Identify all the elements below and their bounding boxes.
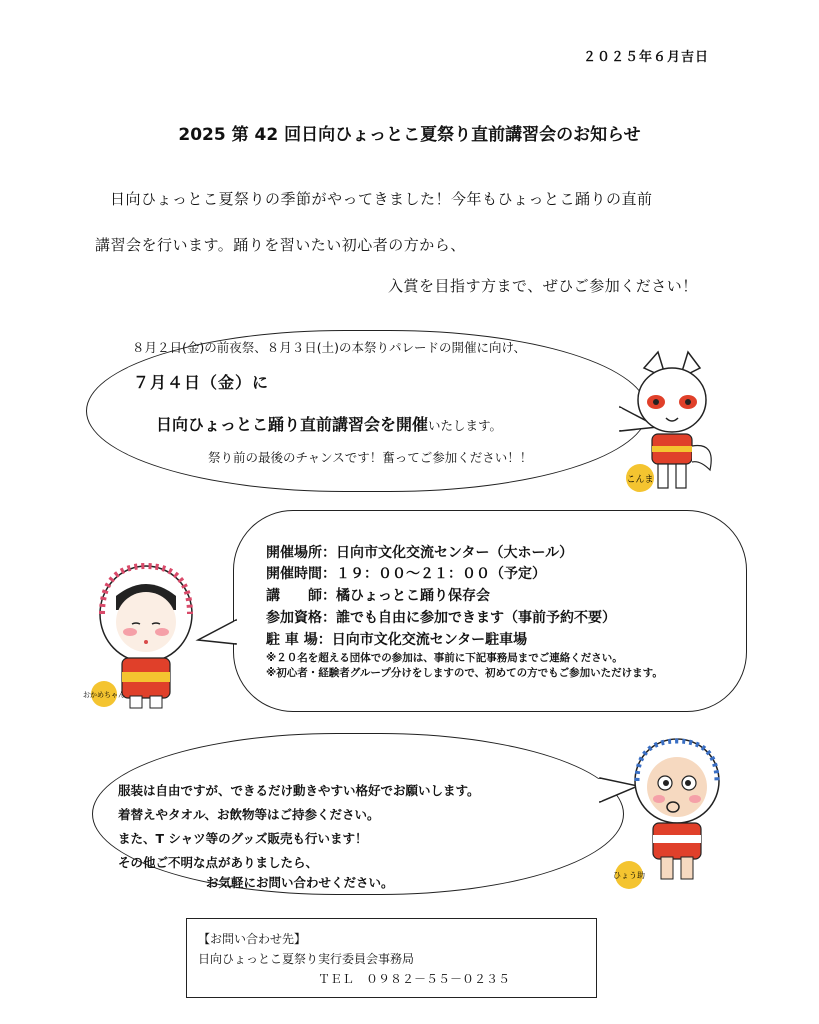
hyottoko-mascot-image — [615, 735, 725, 895]
fox-name-label: こんま — [626, 475, 654, 485]
okame-name-label: おかめちゃん — [83, 691, 125, 699]
venue-line: 開催場所：日向市文化交流センター（大ホール） — [266, 545, 574, 561]
bubble-tail-left — [198, 618, 238, 648]
parking-line: 駐 車 場：日向市文化交流センター駐車場 — [266, 632, 528, 648]
page-title: 2025 第 42 回日向ひょっとこ夏祭り直前講習会のお知らせ — [178, 125, 641, 145]
notes-line-4: その他ご不明な点がありましたら、 — [118, 855, 319, 870]
intro-line-2: 講習会を行います。踊りを習いたい初心者の方から、 — [95, 236, 466, 254]
note-beginners: ※初心者・経験者グループ分けをしますので、初めての方でもご参加いただけます。 — [266, 667, 663, 679]
document-date: ２０２５年６月吉日 — [582, 50, 709, 65]
notes-line-3: また、T シャツ等のグッズ販売も行います！ — [118, 831, 368, 846]
announcement-line-4: 祭り前の最後のチャンスです！奮ってご参加ください！！ — [208, 450, 533, 465]
notes-line-5: お気軽にお問い合わせください。 — [206, 875, 394, 890]
notes-line-2: 着替えやタオル、お飲物等はご持参ください。 — [118, 807, 380, 822]
intro-line-3: 入賞を目指す方まで、ぜひご参加ください！ — [388, 277, 698, 295]
announcement-line-1: ８月２日(金)の前夜祭、８月３日(土)の本祭りパレードの開催に向け、 — [132, 340, 527, 355]
contact-organization: 日向ひょっとこ夏祭り実行委員会事務局 — [198, 952, 415, 966]
announcement-date: ７月４日（金）に — [133, 373, 270, 392]
contact-heading: 【お問い合わせ先】 — [198, 932, 307, 946]
eligibility-line: 参加資格：誰でも自由に参加できます（事前予約不要） — [266, 610, 616, 626]
announcement-event — [156, 412, 502, 435]
time-line: 開催時間：１９：００～２１：００（予定） — [266, 566, 546, 582]
note-group-size: ※２０名を超える団体での参加は、事前に下記事務局までご連絡ください。 — [266, 652, 623, 664]
fox-mascot-image — [626, 350, 720, 500]
instructor-line: 講 師：橘ひょっとこ踊り保存会 — [266, 588, 490, 604]
notes-line-1: 服装は自由ですが、できるだけ動きやすい格好でお願いします。 — [118, 783, 480, 798]
contact-phone: ＴＥＬ ０９８２－５５－０２３５ — [318, 972, 511, 986]
announcement-event-bold: 日向ひょっとこ踊り直前講習会を開催 — [156, 415, 429, 434]
hyottoko-name-label: ひょう助 — [613, 871, 645, 880]
intro-line-1: 日向ひょっとこ夏祭りの季節がやってきました！今年もひょっとこ踊りの直前 — [110, 190, 653, 208]
okame-mascot-image — [83, 562, 202, 710]
announcement-event-suffix: いたします。 — [428, 418, 503, 433]
